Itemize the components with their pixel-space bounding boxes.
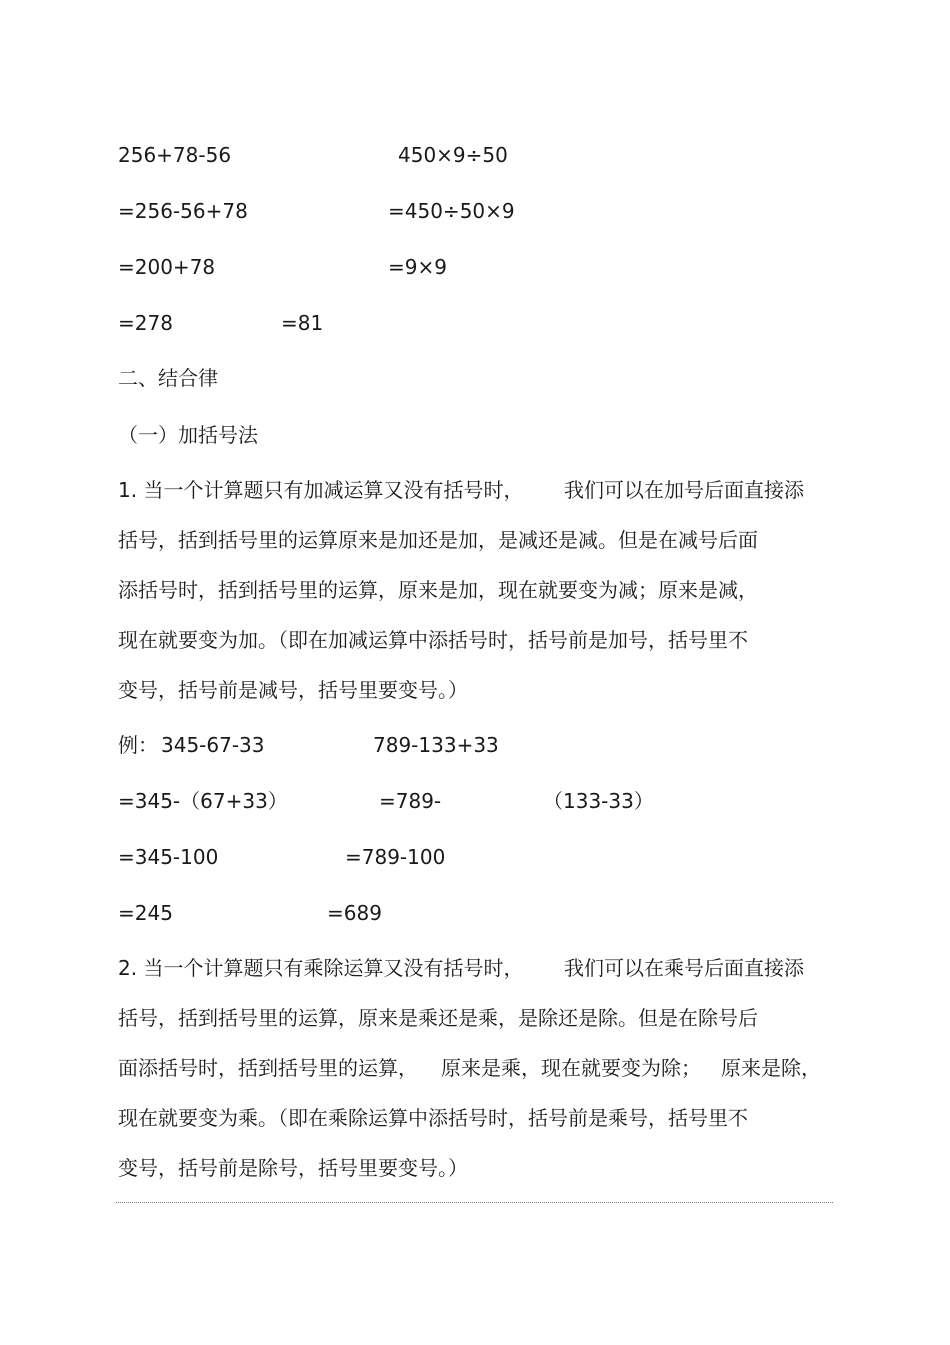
calc-left-line-1: 256+78-56: [118, 143, 232, 167]
calc-right-line-4: =81: [281, 311, 324, 335]
rule2-line-3c: 原来是除，: [721, 1056, 821, 1080]
page-divider: [116, 1202, 833, 1203]
example-label: 例：: [118, 733, 158, 757]
rule1-line-2: 括号，括到括号里的运算原来是加还是加，是减还是减。但是在减号后面: [118, 528, 758, 552]
rule2-line-5: 变号，括号前是除号，括号里要变号。）: [118, 1156, 468, 1180]
rule2-line-3b: 原来是乘，现在就要变为除；: [441, 1056, 701, 1080]
calc-left-line-4: =278: [118, 311, 173, 335]
rule1-line-4: 现在就要变为加。（即在加减运算中添括号时，括号前是加号，括号里不: [118, 628, 748, 652]
calc-right-line-1: 450×9÷50: [398, 143, 508, 167]
rule2-line-1a: 2. 当一个计算题只有乘除运算又没有括号时，: [118, 956, 524, 980]
subsection-title: （一）加括号法: [118, 423, 258, 447]
calc-left-line-2: =256-56+78: [118, 199, 248, 223]
calc-right-line-3: =9×9: [388, 255, 447, 279]
example-left-line-3: =345-100: [118, 845, 219, 869]
example-left-line-2: =345-（67+33）: [118, 789, 288, 813]
example-right-line-2b: （133-33）: [543, 789, 654, 813]
example-right-line-3: =789-100: [345, 845, 446, 869]
example-left-line-1: 345-67-33: [161, 733, 265, 757]
rule2-line-4: 现在就要变为乘。（即在乘除运算中添括号时，括号前是乘号，括号里不: [118, 1106, 748, 1130]
rule1-line-5: 变号，括号前是减号，括号里要变号。）: [118, 678, 468, 702]
rule1-line-3: 添括号时，括到括号里的运算，原来是加，现在就要变为减；原来是减，: [118, 578, 758, 602]
rule1-line-1b: 我们可以在加号后面直接添: [564, 478, 804, 502]
example-right-line-4: =689: [327, 901, 382, 925]
rule2-line-2: 括号，括到括号里的运算，原来是乘还是乘，是除还是除。但是在除号后: [118, 1006, 758, 1030]
example-right-line-1: 789-133+33: [373, 733, 499, 757]
calc-right-line-2: =450÷50×9: [388, 199, 515, 223]
example-left-line-4: =245: [118, 901, 173, 925]
rule2-line-3a: 面添括号时，括到括号里的运算，: [118, 1056, 418, 1080]
rule2-line-1b: 我们可以在乘号后面直接添: [564, 956, 804, 980]
calc-left-line-3: =200+78: [118, 255, 216, 279]
rule1-line-1a: 1. 当一个计算题只有加减运算又没有括号时，: [118, 478, 524, 502]
section-title: 二、结合律: [118, 366, 218, 390]
example-right-line-2a: =789-: [379, 789, 442, 813]
